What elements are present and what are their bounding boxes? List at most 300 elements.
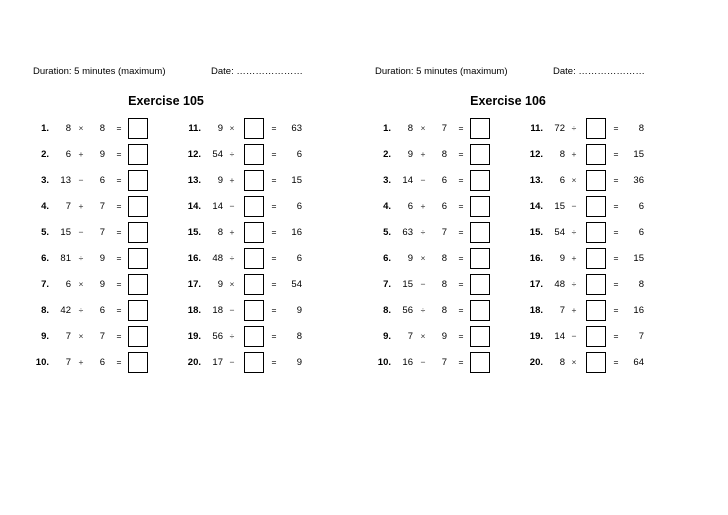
answer-box[interactable] xyxy=(586,222,606,243)
operand: 8 xyxy=(441,279,447,290)
answer-box[interactable] xyxy=(244,118,264,139)
operand: 8 xyxy=(441,305,447,316)
operand: 15 xyxy=(402,279,413,290)
operand: 9 xyxy=(217,123,223,134)
answer-box[interactable] xyxy=(244,248,264,269)
operator: ÷ xyxy=(420,227,426,237)
operator: − xyxy=(420,279,426,289)
result: 8 xyxy=(638,123,644,134)
equals-sign: = xyxy=(458,123,464,133)
problem-number: 3. xyxy=(383,175,391,186)
answer-box[interactable] xyxy=(586,144,606,165)
answer-box[interactable] xyxy=(128,118,148,139)
problem-number: 13. xyxy=(529,175,543,186)
answer-box[interactable] xyxy=(244,170,264,191)
operand: 48 xyxy=(212,253,223,264)
problem-number: 18. xyxy=(187,305,201,316)
operator: × xyxy=(571,175,577,185)
answer-box[interactable] xyxy=(128,222,148,243)
problem xyxy=(31,274,191,296)
operand: 6 xyxy=(65,149,71,160)
result: 8 xyxy=(638,279,644,290)
problem xyxy=(183,274,343,296)
problem-row xyxy=(31,248,373,270)
operator: ÷ xyxy=(229,253,235,263)
operator: ÷ xyxy=(571,279,577,289)
answer-box[interactable] xyxy=(470,274,490,295)
result: 63 xyxy=(291,123,302,134)
answer-box[interactable] xyxy=(470,248,490,269)
problem xyxy=(373,222,533,244)
equals-sign: = xyxy=(116,227,122,237)
operand: 8 xyxy=(559,149,565,160)
answer-box[interactable] xyxy=(244,196,264,217)
answer-box[interactable] xyxy=(244,300,264,321)
operand: 9 xyxy=(217,279,223,290)
answer-box[interactable] xyxy=(128,248,148,269)
operator: − xyxy=(229,357,235,367)
date-label: Date: ………………… xyxy=(211,66,303,77)
operand: 72 xyxy=(554,123,565,134)
sheet-header xyxy=(33,66,373,80)
equals-sign: = xyxy=(271,123,277,133)
operand: 7 xyxy=(65,357,71,368)
operand: 8 xyxy=(559,357,565,368)
equals-sign: = xyxy=(613,227,619,237)
answer-box[interactable] xyxy=(470,326,490,347)
equals-sign: = xyxy=(116,279,122,289)
operand: 15 xyxy=(554,201,565,212)
answer-box[interactable] xyxy=(470,222,490,243)
operand: 6 xyxy=(441,175,447,186)
problem-number: 11. xyxy=(530,123,543,134)
problem-number: 7. xyxy=(383,279,391,290)
problem-row xyxy=(373,196,715,218)
problem-number: 3. xyxy=(41,175,49,186)
problem xyxy=(183,352,343,374)
problem-number: 17. xyxy=(187,279,201,290)
problem-number: 6. xyxy=(383,253,391,264)
equals-sign: = xyxy=(458,331,464,341)
exercise-title: Exercise 105 xyxy=(128,94,204,108)
problem xyxy=(525,222,685,244)
problem-number: 19. xyxy=(529,331,543,342)
problem xyxy=(183,196,343,218)
equals-sign: = xyxy=(458,305,464,315)
operator: − xyxy=(420,175,426,185)
operator: − xyxy=(229,201,235,211)
operand: 6 xyxy=(99,357,105,368)
operand: 8 xyxy=(99,123,105,134)
problem-row xyxy=(31,326,373,348)
operand: 15 xyxy=(60,227,71,238)
problem-number: 2. xyxy=(41,149,49,160)
operator: × xyxy=(420,123,426,133)
problem xyxy=(183,144,343,166)
problem xyxy=(525,274,685,296)
problem-number: 1. xyxy=(41,123,49,134)
operand: 14 xyxy=(554,331,565,342)
operand: 48 xyxy=(554,279,565,290)
operator: + xyxy=(571,253,577,263)
equals-sign: = xyxy=(613,175,619,185)
problem-number: 15. xyxy=(529,227,543,238)
operand: 8 xyxy=(407,123,413,134)
problem xyxy=(31,170,191,192)
operand: 81 xyxy=(60,253,71,264)
operand: 7 xyxy=(65,201,71,212)
answer-box[interactable] xyxy=(470,352,490,373)
result: 9 xyxy=(296,357,302,368)
equals-sign: = xyxy=(458,357,464,367)
result: 6 xyxy=(296,253,302,264)
problem-number: 20. xyxy=(529,357,543,368)
operator: − xyxy=(229,305,235,315)
problem-number: 8. xyxy=(41,305,49,316)
exercise-sheet xyxy=(31,0,373,515)
operand: 54 xyxy=(212,149,223,160)
equals-sign: = xyxy=(458,175,464,185)
operand: 7 xyxy=(441,123,447,134)
problem xyxy=(373,300,533,322)
operator: + xyxy=(78,357,84,367)
problem xyxy=(373,248,533,270)
equals-sign: = xyxy=(458,253,464,263)
operator: − xyxy=(78,227,84,237)
problem-row xyxy=(31,144,373,166)
operator: + xyxy=(571,149,577,159)
operand: 8 xyxy=(441,149,447,160)
problem-number: 10. xyxy=(35,357,49,368)
equals-sign: = xyxy=(116,123,122,133)
operand: 8 xyxy=(65,123,71,134)
equals-sign: = xyxy=(271,175,277,185)
operand: 7 xyxy=(65,331,71,342)
result: 16 xyxy=(291,227,302,238)
operand: 6 xyxy=(407,201,413,212)
problem-row xyxy=(31,274,373,296)
answer-box[interactable] xyxy=(128,326,148,347)
result: 54 xyxy=(291,279,302,290)
answer-box[interactable] xyxy=(586,300,606,321)
problem xyxy=(525,352,685,374)
equals-sign: = xyxy=(613,123,619,133)
operand: 9 xyxy=(99,149,105,160)
equals-sign: = xyxy=(458,201,464,211)
answer-box[interactable] xyxy=(128,144,148,165)
operator: × xyxy=(78,331,84,341)
operator: + xyxy=(571,305,577,315)
answer-box[interactable] xyxy=(128,170,148,191)
problem xyxy=(373,118,533,140)
problem-number: 14. xyxy=(529,201,543,212)
problem-row xyxy=(31,118,373,140)
equals-sign: = xyxy=(271,253,277,263)
problem xyxy=(183,326,343,348)
operator: − xyxy=(571,331,577,341)
problem xyxy=(31,352,191,374)
operator: + xyxy=(420,201,426,211)
problem xyxy=(525,118,685,140)
problem-row xyxy=(373,248,715,270)
operand: 63 xyxy=(402,227,413,238)
result: 15 xyxy=(633,253,644,264)
operator: ÷ xyxy=(78,253,84,263)
equals-sign: = xyxy=(271,279,277,289)
problem-row xyxy=(373,352,715,374)
equals-sign: = xyxy=(116,175,122,185)
problem-row xyxy=(31,300,373,322)
problem-number: 1. xyxy=(383,123,391,134)
problem xyxy=(183,222,343,244)
problem xyxy=(525,196,685,218)
problem xyxy=(183,170,343,192)
operand: 7 xyxy=(407,331,413,342)
operand: 8 xyxy=(441,253,447,264)
result: 64 xyxy=(633,357,644,368)
operand: 16 xyxy=(402,357,413,368)
equals-sign: = xyxy=(613,279,619,289)
result: 6 xyxy=(296,201,302,212)
answer-box[interactable] xyxy=(244,144,264,165)
problem xyxy=(373,352,533,374)
result: 8 xyxy=(296,331,302,342)
operand: 14 xyxy=(212,201,223,212)
result: 6 xyxy=(296,149,302,160)
date-label: Date: ………………… xyxy=(553,66,645,77)
problem-number: 4. xyxy=(41,201,49,212)
equals-sign: = xyxy=(613,331,619,341)
result: 6 xyxy=(638,227,644,238)
equals-sign: = xyxy=(116,201,122,211)
answer-box[interactable] xyxy=(244,352,264,373)
operand: 8 xyxy=(217,227,223,238)
operator: × xyxy=(420,253,426,263)
operand: 56 xyxy=(402,305,413,316)
problem-number: 7. xyxy=(41,279,49,290)
operand: 9 xyxy=(441,331,447,342)
answer-box[interactable] xyxy=(586,274,606,295)
problem-number: 15. xyxy=(187,227,201,238)
problem-number: 12. xyxy=(187,149,201,160)
operator: ÷ xyxy=(571,227,577,237)
problem-number: 20. xyxy=(187,357,201,368)
operand: 54 xyxy=(554,227,565,238)
operator: − xyxy=(571,201,577,211)
answer-box[interactable] xyxy=(244,326,264,347)
equals-sign: = xyxy=(271,305,277,315)
duration-label: Duration: 5 minutes (maximum) xyxy=(33,66,166,77)
operand: 9 xyxy=(407,253,413,264)
problem xyxy=(525,170,685,192)
equals-sign: = xyxy=(271,201,277,211)
operator: × xyxy=(571,357,577,367)
problem-row xyxy=(31,222,373,244)
problem-row xyxy=(373,300,715,322)
problem xyxy=(525,248,685,270)
operator: × xyxy=(78,279,84,289)
operator: + xyxy=(78,201,84,211)
problem-row xyxy=(373,118,715,140)
operand: 9 xyxy=(99,279,105,290)
operator: ÷ xyxy=(571,123,577,133)
answer-box[interactable] xyxy=(586,326,606,347)
operand: 9 xyxy=(99,253,105,264)
answer-box[interactable] xyxy=(128,196,148,217)
result: 36 xyxy=(633,175,644,186)
problem-row xyxy=(373,170,715,192)
operand: 9 xyxy=(559,253,565,264)
problem-number: 4. xyxy=(383,201,391,212)
sheet-header xyxy=(375,66,715,80)
equals-sign: = xyxy=(271,149,277,159)
problem xyxy=(31,300,191,322)
equals-sign: = xyxy=(116,305,122,315)
operand: 9 xyxy=(407,149,413,160)
operator: − xyxy=(420,357,426,367)
equals-sign: = xyxy=(613,357,619,367)
problem xyxy=(183,248,343,270)
problem-number: 11. xyxy=(188,123,201,134)
operator: ÷ xyxy=(420,305,426,315)
equals-sign: = xyxy=(271,357,277,367)
answer-box[interactable] xyxy=(128,300,148,321)
duration-label: Duration: 5 minutes (maximum) xyxy=(375,66,508,77)
problem-number: 10. xyxy=(377,357,391,368)
problem-number: 17. xyxy=(529,279,543,290)
problem xyxy=(373,196,533,218)
operand: 9 xyxy=(217,175,223,186)
answer-box[interactable] xyxy=(128,274,148,295)
operator: + xyxy=(229,175,235,185)
problem-row xyxy=(373,274,715,296)
problem-row xyxy=(31,170,373,192)
problem xyxy=(525,300,685,322)
equals-sign: = xyxy=(116,149,122,159)
problem-number: 9. xyxy=(383,331,391,342)
operand: 7 xyxy=(99,331,105,342)
equals-sign: = xyxy=(116,331,122,341)
problem-number: 9. xyxy=(41,331,49,342)
problem-number: 5. xyxy=(41,227,49,238)
problem-number: 13. xyxy=(187,175,201,186)
operand: 7 xyxy=(441,357,447,368)
problem xyxy=(31,144,191,166)
result: 16 xyxy=(633,305,644,316)
answer-box[interactable] xyxy=(470,170,490,191)
operator: + xyxy=(78,149,84,159)
problem xyxy=(373,144,533,166)
equals-sign: = xyxy=(116,253,122,263)
equals-sign: = xyxy=(271,227,277,237)
answer-box[interactable] xyxy=(244,274,264,295)
operand: 6 xyxy=(441,201,447,212)
answer-box[interactable] xyxy=(586,248,606,269)
operand: 7 xyxy=(99,227,105,238)
result: 7 xyxy=(638,331,644,342)
operator: × xyxy=(420,331,426,341)
problem xyxy=(525,144,685,166)
result: 9 xyxy=(296,305,302,316)
problem-number: 6. xyxy=(41,253,49,264)
problem-number: 18. xyxy=(529,305,543,316)
problem-number: 14. xyxy=(187,201,201,212)
equals-sign: = xyxy=(458,149,464,159)
operator: ÷ xyxy=(229,331,235,341)
equals-sign: = xyxy=(458,227,464,237)
operator: × xyxy=(229,123,235,133)
problem-number: 19. xyxy=(187,331,201,342)
operand: 13 xyxy=(60,175,71,186)
answer-box[interactable] xyxy=(586,196,606,217)
equals-sign: = xyxy=(271,331,277,341)
operator: × xyxy=(229,279,235,289)
problem-row xyxy=(31,196,373,218)
problem xyxy=(31,248,191,270)
equals-sign: = xyxy=(613,149,619,159)
operand: 18 xyxy=(212,305,223,316)
problem-row xyxy=(373,144,715,166)
operand: 7 xyxy=(559,305,565,316)
problem-number: 8. xyxy=(383,305,391,316)
result: 15 xyxy=(633,149,644,160)
answer-box[interactable] xyxy=(470,118,490,139)
problem xyxy=(31,222,191,244)
answer-box[interactable] xyxy=(586,118,606,139)
equals-sign: = xyxy=(116,357,122,367)
operator: + xyxy=(420,149,426,159)
operand: 7 xyxy=(441,227,447,238)
operand: 17 xyxy=(212,357,223,368)
result: 6 xyxy=(638,201,644,212)
problem xyxy=(183,118,343,140)
operator: − xyxy=(78,175,84,185)
equals-sign: = xyxy=(613,253,619,263)
result: 15 xyxy=(291,175,302,186)
answer-box[interactable] xyxy=(586,170,606,191)
answer-box[interactable] xyxy=(470,144,490,165)
problem xyxy=(525,326,685,348)
answer-box[interactable] xyxy=(470,300,490,321)
problem xyxy=(373,170,533,192)
operator: ÷ xyxy=(229,149,235,159)
problem-number: 12. xyxy=(529,149,543,160)
problem-row xyxy=(31,352,373,374)
problem-number: 2. xyxy=(383,149,391,160)
problem-number: 16. xyxy=(529,253,543,264)
answer-box[interactable] xyxy=(244,222,264,243)
problem xyxy=(31,118,191,140)
problem-row xyxy=(373,326,715,348)
problem-number: 16. xyxy=(187,253,201,264)
operator: + xyxy=(229,227,235,237)
operand: 6 xyxy=(559,175,565,186)
answer-box[interactable] xyxy=(586,352,606,373)
problem xyxy=(31,326,191,348)
equals-sign: = xyxy=(458,279,464,289)
equals-sign: = xyxy=(613,305,619,315)
operator: × xyxy=(78,123,84,133)
operand: 14 xyxy=(402,175,413,186)
operand: 6 xyxy=(65,279,71,290)
operand: 6 xyxy=(99,175,105,186)
answer-box[interactable] xyxy=(470,196,490,217)
exercise-title: Exercise 106 xyxy=(470,94,546,108)
answer-box[interactable] xyxy=(128,352,148,373)
operand: 7 xyxy=(99,201,105,212)
problem xyxy=(373,274,533,296)
operand: 56 xyxy=(212,331,223,342)
